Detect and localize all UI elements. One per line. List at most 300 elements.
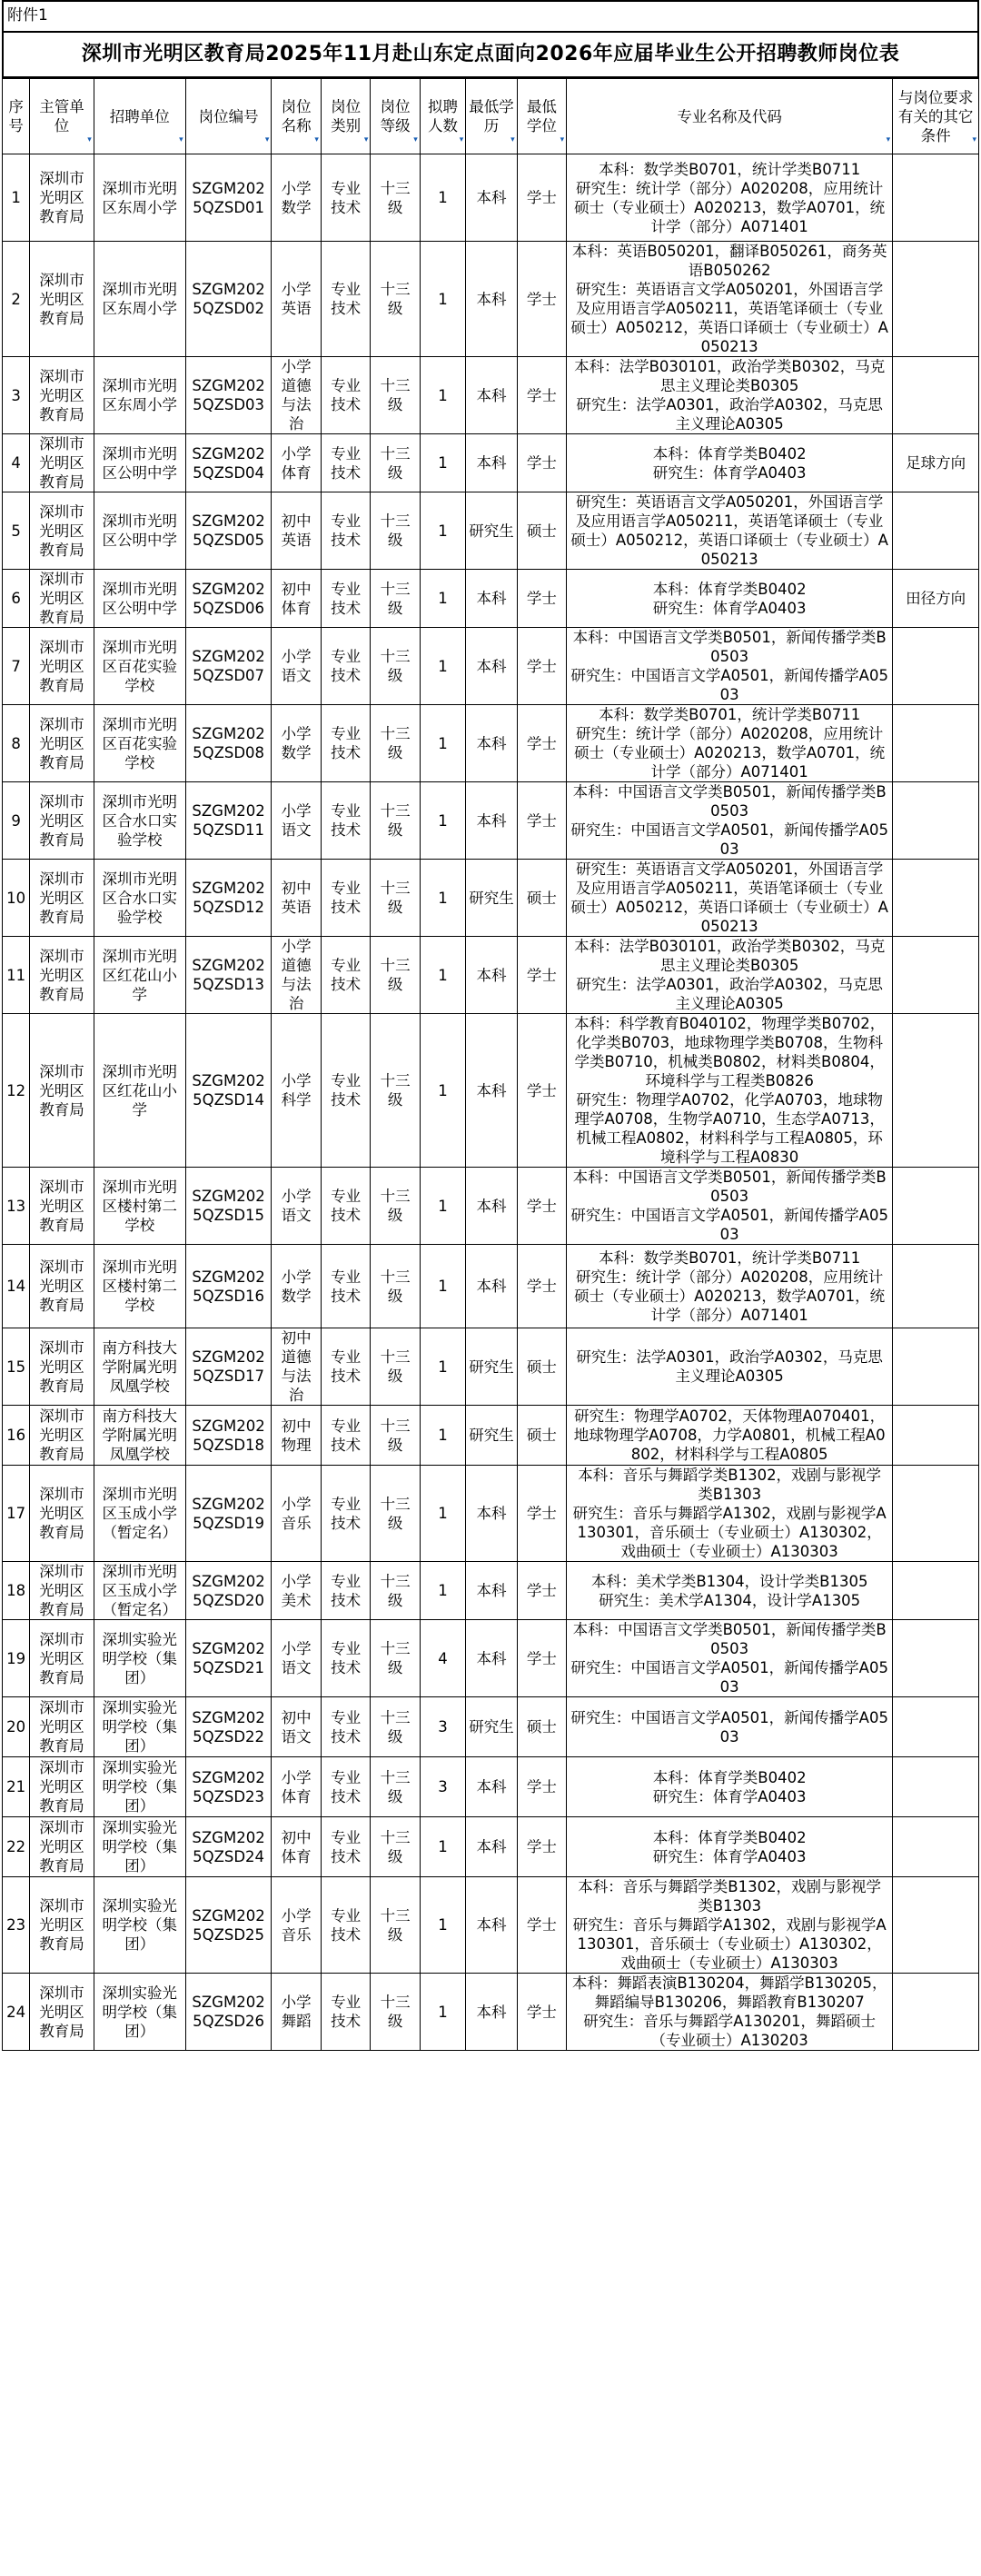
cell-min-education: 本科 bbox=[466, 628, 517, 705]
table-row bbox=[3, 937, 979, 1014]
header-other-conditions-label: 与岗位要求有关的其它条件 bbox=[897, 88, 974, 144]
cell-post-name: 初中道德与法治 bbox=[272, 1328, 321, 1406]
cell-major: 研究生：英语语言文学A050201，外国语言学及应用语言学A050211，英语笔译硕士（专业硕士）A050212，英语口译硕士（专业硕士）A050213 bbox=[567, 492, 893, 570]
cell-post-category: 专业技术 bbox=[321, 154, 370, 242]
cell-headcount: 1 bbox=[420, 1168, 465, 1245]
cell-post-code: SZGM2025QZSD08 bbox=[185, 705, 272, 782]
filter-dropdown-icon[interactable]: ▾ bbox=[314, 135, 319, 144]
header-seq[interactable] bbox=[3, 79, 30, 154]
cell-post-code: SZGM2025QZSD15 bbox=[185, 1168, 272, 1245]
cell-major: 研究生：英语语言文学A050201，外国语言学及应用语言学A050211，英语笔译硕士（专业硕士）A050212，英语口译硕士（专业硕士）A050213 bbox=[567, 860, 893, 937]
cell-supervisor: 深圳市光明区教育局 bbox=[30, 860, 94, 937]
cell-seq: 8 bbox=[3, 705, 30, 782]
cell-post-level: 十三级 bbox=[371, 782, 420, 860]
cell-min-education: 本科 bbox=[466, 570, 517, 628]
cell-min-education: 本科 bbox=[466, 1245, 517, 1328]
cell-seq: 24 bbox=[3, 1974, 30, 2051]
cell-seq: 22 bbox=[3, 1817, 30, 1877]
table-row bbox=[3, 1877, 979, 1974]
cell-employer: 深圳实验光明学校（集团） bbox=[94, 1877, 185, 1974]
cell-post-category: 专业技术 bbox=[321, 1245, 370, 1328]
attachment-label: 附件1 bbox=[2, 0, 979, 31]
cell-min-education: 本科 bbox=[466, 1466, 517, 1562]
cell-seq: 7 bbox=[3, 628, 30, 705]
cell-employer: 深圳实验光明学校（集团） bbox=[94, 1697, 185, 1757]
cell-post-name: 初中语文 bbox=[272, 1697, 321, 1757]
cell-post-level: 十三级 bbox=[371, 1168, 420, 1245]
cell-min-degree: 学士 bbox=[517, 782, 566, 860]
cell-min-education: 研究生 bbox=[466, 860, 517, 937]
cell-post-category: 专业技术 bbox=[321, 860, 370, 937]
cell-min-degree: 学士 bbox=[517, 357, 566, 434]
cell-post-name: 小学体育 bbox=[272, 1757, 321, 1817]
cell-post-level: 十三级 bbox=[371, 1245, 420, 1328]
cell-other-conditions: 足球方向 bbox=[893, 434, 979, 492]
cell-min-education: 本科 bbox=[466, 434, 517, 492]
cell-seq: 6 bbox=[3, 570, 30, 628]
cell-post-category: 专业技术 bbox=[321, 1328, 370, 1406]
filter-dropdown-icon[interactable]: ▾ bbox=[560, 135, 565, 144]
cell-major: 本科：美术学类B1304，设计学类B1305 研究生：美术学A1304，设计学A1305 bbox=[567, 1562, 893, 1620]
header-supervisor-label: 主管单位 bbox=[39, 98, 84, 134]
cell-post-name: 小学道德与法治 bbox=[272, 357, 321, 434]
cell-post-level: 十三级 bbox=[371, 1406, 420, 1466]
cell-major: 本科：中国语言文学类B0501，新闻传播学类B0503 研究生：中国语言文学A0501，新闻传播学A0503 bbox=[567, 628, 893, 705]
cell-employer: 深圳市光明区东周小学 bbox=[94, 357, 185, 434]
cell-headcount: 1 bbox=[420, 434, 465, 492]
cell-post-name: 小学数学 bbox=[272, 154, 321, 242]
cell-major: 本科：数学类B0701，统计学类B0711 研究生：统计学（部分）A020208，应用统计硕士（专业硕士）A020213，数学A0701，统计学（部分）A071401 bbox=[567, 1245, 893, 1328]
cell-supervisor: 深圳市光明区教育局 bbox=[30, 1697, 94, 1757]
cell-employer: 深圳市光明区楼村第二学校 bbox=[94, 1245, 185, 1328]
cell-post-level: 十三级 bbox=[371, 1328, 420, 1406]
cell-other-conditions bbox=[893, 1014, 979, 1168]
cell-employer: 深圳市光明区红花山小学 bbox=[94, 1014, 185, 1168]
cell-supervisor: 深圳市光明区教育局 bbox=[30, 242, 94, 357]
cell-min-degree: 学士 bbox=[517, 1014, 566, 1168]
cell-post-code: SZGM2025QZSD07 bbox=[185, 628, 272, 705]
cell-post-name: 小学音乐 bbox=[272, 1877, 321, 1974]
cell-employer: 南方科技大学附属光明凤凰学校 bbox=[94, 1328, 185, 1406]
cell-other-conditions bbox=[893, 937, 979, 1014]
cell-post-level: 十三级 bbox=[371, 1877, 420, 1974]
cell-employer: 深圳市光明区公明中学 bbox=[94, 434, 185, 492]
cell-post-code: SZGM2025QZSD12 bbox=[185, 860, 272, 937]
cell-employer: 深圳市光明区东周小学 bbox=[94, 242, 185, 357]
cell-major: 本科：数学类B0701，统计学类B0711 研究生：统计学（部分）A020208，应用统计硕士（专业硕士）A020213，数学A0701，统计学（部分）A071401 bbox=[567, 705, 893, 782]
cell-headcount: 1 bbox=[420, 860, 465, 937]
cell-other-conditions bbox=[893, 242, 979, 357]
table-row bbox=[3, 242, 979, 357]
cell-seq: 23 bbox=[3, 1877, 30, 1974]
cell-major: 本科：体育学类B0402 研究生：体育学A0403 bbox=[567, 434, 893, 492]
cell-post-code: SZGM2025QZSD16 bbox=[185, 1245, 272, 1328]
table-row bbox=[3, 1014, 979, 1168]
cell-headcount: 1 bbox=[420, 570, 465, 628]
cell-employer: 深圳市光明区玉成小学（暂定名） bbox=[94, 1466, 185, 1562]
cell-supervisor: 深圳市光明区教育局 bbox=[30, 492, 94, 570]
recruitment-table bbox=[2, 78, 979, 2051]
filter-dropdown-icon[interactable]: ▾ bbox=[264, 135, 270, 144]
cell-major: 本科：法学B030101，政治学类B0302，马克思主义理论类B0305 研究生：法学A0301，政治学A0302，马克思主义理论A0305 bbox=[567, 937, 893, 1014]
header-other-conditions[interactable] bbox=[893, 79, 979, 154]
cell-seq: 3 bbox=[3, 357, 30, 434]
cell-major: 本科：体育学类B0402 研究生：体育学A0403 bbox=[567, 1817, 893, 1877]
cell-min-education: 研究生 bbox=[466, 1697, 517, 1757]
cell-post-category: 专业技术 bbox=[321, 1620, 370, 1697]
cell-supervisor: 深圳市光明区教育局 bbox=[30, 1817, 94, 1877]
header-post-name[interactable] bbox=[272, 79, 321, 154]
cell-min-education: 研究生 bbox=[466, 492, 517, 570]
cell-other-conditions bbox=[893, 1757, 979, 1817]
cell-supervisor: 深圳市光明区教育局 bbox=[30, 1014, 94, 1168]
cell-post-category: 专业技术 bbox=[321, 1014, 370, 1168]
cell-major: 本科：体育学类B0402 研究生：体育学A0403 bbox=[567, 1757, 893, 1817]
cell-headcount: 4 bbox=[420, 1620, 465, 1697]
cell-min-education: 本科 bbox=[466, 1168, 517, 1245]
cell-other-conditions bbox=[893, 628, 979, 705]
cell-min-degree: 学士 bbox=[517, 1620, 566, 1697]
cell-post-category: 专业技术 bbox=[321, 1974, 370, 2051]
cell-seq: 2 bbox=[3, 242, 30, 357]
header-post-code-label: 岗位编号 bbox=[198, 107, 259, 125]
cell-post-category: 专业技术 bbox=[321, 434, 370, 492]
table-title: 深圳市光明区教育局2025年11月赴山东定点面向2026年应届毕业生公开招聘教师岗位表 bbox=[2, 31, 979, 78]
cell-other-conditions bbox=[893, 1974, 979, 2051]
cell-post-code: SZGM2025QZSD18 bbox=[185, 1406, 272, 1466]
cell-headcount: 1 bbox=[420, 1406, 465, 1466]
cell-min-education: 本科 bbox=[466, 357, 517, 434]
cell-seq: 12 bbox=[3, 1014, 30, 1168]
cell-post-category: 专业技术 bbox=[321, 242, 370, 357]
cell-major: 本科：体育学类B0402 研究生：体育学A0403 bbox=[567, 570, 893, 628]
cell-post-name: 小学数学 bbox=[272, 1245, 321, 1328]
cell-supervisor: 深圳市光明区教育局 bbox=[30, 1466, 94, 1562]
cell-supervisor: 深圳市光明区教育局 bbox=[30, 434, 94, 492]
filter-dropdown-icon[interactable]: ▾ bbox=[87, 135, 92, 144]
cell-employer: 深圳市光明区东周小学 bbox=[94, 154, 185, 242]
cell-headcount: 1 bbox=[420, 1466, 465, 1562]
cell-supervisor: 深圳市光明区教育局 bbox=[30, 1328, 94, 1406]
table-row bbox=[3, 1245, 979, 1328]
cell-min-degree: 学士 bbox=[517, 154, 566, 242]
table-row bbox=[3, 860, 979, 937]
header-headcount[interactable] bbox=[420, 79, 465, 154]
header-headcount-label: 拟聘人数 bbox=[428, 98, 459, 134]
cell-post-code: SZGM2025QZSD13 bbox=[185, 937, 272, 1014]
cell-post-code: SZGM2025QZSD06 bbox=[185, 570, 272, 628]
cell-post-name: 初中英语 bbox=[272, 492, 321, 570]
table-row bbox=[3, 357, 979, 434]
cell-post-name: 小学美术 bbox=[272, 1562, 321, 1620]
filter-dropdown-icon[interactable]: ▾ bbox=[363, 135, 369, 144]
cell-post-name: 小学语文 bbox=[272, 628, 321, 705]
table-row bbox=[3, 1697, 979, 1757]
cell-employer: 深圳市光明区公明中学 bbox=[94, 492, 185, 570]
cell-post-category: 专业技术 bbox=[321, 937, 370, 1014]
cell-post-level: 十三级 bbox=[371, 1817, 420, 1877]
cell-supervisor: 深圳市光明区教育局 bbox=[30, 628, 94, 705]
cell-post-code: SZGM2025QZSD05 bbox=[185, 492, 272, 570]
cell-seq: 15 bbox=[3, 1328, 30, 1406]
cell-min-education: 研究生 bbox=[466, 1328, 517, 1406]
header-min-education[interactable] bbox=[466, 79, 517, 154]
cell-min-degree: 硕士 bbox=[517, 1697, 566, 1757]
header-min-degree-label: 最低学位 bbox=[526, 98, 557, 134]
table-row bbox=[3, 1168, 979, 1245]
cell-major: 研究生：法学A0301，政治学A0302，马克思主义理论A0305 bbox=[567, 1328, 893, 1406]
cell-post-name: 小学语文 bbox=[272, 1168, 321, 1245]
table-row bbox=[3, 154, 979, 242]
cell-post-category: 专业技术 bbox=[321, 782, 370, 860]
cell-post-code: SZGM2025QZSD01 bbox=[185, 154, 272, 242]
cell-supervisor: 深圳市光明区教育局 bbox=[30, 1757, 94, 1817]
cell-min-degree: 学士 bbox=[517, 1466, 566, 1562]
cell-post-name: 小学音乐 bbox=[272, 1466, 321, 1562]
cell-post-code: SZGM2025QZSD24 bbox=[185, 1817, 272, 1877]
cell-min-degree: 硕士 bbox=[517, 860, 566, 937]
cell-seq: 1 bbox=[3, 154, 30, 242]
cell-other-conditions bbox=[893, 1245, 979, 1328]
cell-min-education: 本科 bbox=[466, 705, 517, 782]
cell-other-conditions bbox=[893, 1466, 979, 1562]
header-major[interactable] bbox=[567, 79, 893, 154]
cell-min-education: 本科 bbox=[466, 1757, 517, 1817]
cell-other-conditions bbox=[893, 782, 979, 860]
cell-employer: 南方科技大学附属光明凤凰学校 bbox=[94, 1406, 185, 1466]
cell-post-category: 专业技术 bbox=[321, 1168, 370, 1245]
cell-supervisor: 深圳市光明区教育局 bbox=[30, 1562, 94, 1620]
cell-other-conditions bbox=[893, 1328, 979, 1406]
cell-headcount: 3 bbox=[420, 1757, 465, 1817]
header-post-category[interactable] bbox=[321, 79, 370, 154]
cell-post-level: 十三级 bbox=[371, 1697, 420, 1757]
cell-headcount: 1 bbox=[420, 705, 465, 782]
cell-major: 本科：法学B030101，政治学类B0302，马克思主义理论类B0305 研究生：法学A0301，政治学A0302，马克思主义理论A0305 bbox=[567, 357, 893, 434]
cell-post-name: 小学语文 bbox=[272, 782, 321, 860]
cell-min-degree: 硕士 bbox=[517, 1328, 566, 1406]
cell-post-level: 十三级 bbox=[371, 434, 420, 492]
cell-post-name: 小学科学 bbox=[272, 1014, 321, 1168]
cell-seq: 10 bbox=[3, 860, 30, 937]
cell-other-conditions bbox=[893, 1406, 979, 1466]
cell-post-name: 小学语文 bbox=[272, 1620, 321, 1697]
cell-seq: 17 bbox=[3, 1466, 30, 1562]
cell-major: 本科：科学教育B040102，物理学类B0702，化学类B0703，地球物理学类B0708，生物科学类B0710，机械类B0802，材料类B0804，环境科学与工程类B0826 研究生：物理学A0702，化学A0703，地球物理学A0708，生物学A0710，生态学A0713，机械工程A0802，材料科学与工程A0805，环境科学与工程A0830 bbox=[567, 1014, 893, 1168]
cell-employer: 深圳市光明区公明中学 bbox=[94, 570, 185, 628]
cell-post-name: 初中英语 bbox=[272, 860, 321, 937]
cell-other-conditions bbox=[893, 1562, 979, 1620]
header-major-label: 专业名称及代码 bbox=[677, 107, 782, 125]
table-row bbox=[3, 570, 979, 628]
cell-min-degree: 学士 bbox=[517, 1974, 566, 2051]
filter-dropdown-icon[interactable]: ▾ bbox=[459, 135, 464, 144]
cell-min-degree: 学士 bbox=[517, 1562, 566, 1620]
header-employer-label: 招聘单位 bbox=[109, 107, 170, 125]
cell-min-degree: 学士 bbox=[517, 1877, 566, 1974]
header-post-code[interactable] bbox=[185, 79, 272, 154]
cell-employer: 深圳市光明区玉成小学（暂定名） bbox=[94, 1562, 185, 1620]
cell-other-conditions bbox=[893, 1620, 979, 1697]
cell-min-degree: 硕士 bbox=[517, 1406, 566, 1466]
cell-other-conditions bbox=[893, 860, 979, 937]
cell-major: 本科：音乐与舞蹈学类B1302，戏剧与影视学类B1303 研究生：音乐与舞蹈学A1302，戏剧与影视学A130301，音乐硕士（专业硕士）A130302，戏曲硕士（专业硕士）A130303 bbox=[567, 1466, 893, 1562]
cell-post-code: SZGM2025QZSD17 bbox=[185, 1328, 272, 1406]
cell-post-code: SZGM2025QZSD19 bbox=[185, 1466, 272, 1562]
table-row bbox=[3, 1406, 979, 1466]
table-row bbox=[3, 1466, 979, 1562]
cell-headcount: 1 bbox=[420, 1562, 465, 1620]
cell-post-category: 专业技术 bbox=[321, 357, 370, 434]
cell-supervisor: 深圳市光明区教育局 bbox=[30, 937, 94, 1014]
cell-post-name: 小学舞蹈 bbox=[272, 1974, 321, 2051]
table-row bbox=[3, 1817, 979, 1877]
cell-min-education: 本科 bbox=[466, 1562, 517, 1620]
cell-supervisor: 深圳市光明区教育局 bbox=[30, 357, 94, 434]
cell-employer: 深圳市光明区合水口实验学校 bbox=[94, 860, 185, 937]
header-seq-label: 序号 bbox=[8, 98, 24, 134]
cell-supervisor: 深圳市光明区教育局 bbox=[30, 705, 94, 782]
cell-post-level: 十三级 bbox=[371, 1014, 420, 1168]
cell-headcount: 1 bbox=[420, 1245, 465, 1328]
cell-post-name: 初中体育 bbox=[272, 1817, 321, 1877]
cell-employer: 深圳市光明区合水口实验学校 bbox=[94, 782, 185, 860]
cell-seq: 11 bbox=[3, 937, 30, 1014]
cell-post-level: 十三级 bbox=[371, 705, 420, 782]
cell-min-education: 本科 bbox=[466, 1974, 517, 2051]
cell-major: 研究生：物理学A0702，天体物理A070401，地球物理学A0708，力学A0801，机械工程A0802，材料科学与工程A0805 bbox=[567, 1406, 893, 1466]
cell-min-degree: 学士 bbox=[517, 434, 566, 492]
cell-post-category: 专业技术 bbox=[321, 570, 370, 628]
cell-seq: 21 bbox=[3, 1757, 30, 1817]
cell-supervisor: 深圳市光明区教育局 bbox=[30, 570, 94, 628]
cell-headcount: 1 bbox=[420, 937, 465, 1014]
cell-post-code: SZGM2025QZSD26 bbox=[185, 1974, 272, 2051]
header-min-degree[interactable] bbox=[517, 79, 566, 154]
cell-post-name: 小学数学 bbox=[272, 705, 321, 782]
cell-major: 本科：中国语言文学类B0501，新闻传播学类B0503 研究生：中国语言文学A0501，新闻传播学A0503 bbox=[567, 782, 893, 860]
cell-post-code: SZGM2025QZSD03 bbox=[185, 357, 272, 434]
table-row bbox=[3, 1562, 979, 1620]
cell-post-code: SZGM2025QZSD22 bbox=[185, 1697, 272, 1757]
cell-min-degree: 学士 bbox=[517, 628, 566, 705]
filter-dropdown-icon[interactable]: ▾ bbox=[179, 135, 183, 144]
table-row bbox=[3, 705, 979, 782]
cell-post-level: 十三级 bbox=[371, 492, 420, 570]
cell-headcount: 1 bbox=[420, 242, 465, 357]
header-employer[interactable] bbox=[94, 79, 185, 154]
cell-seq: 19 bbox=[3, 1620, 30, 1697]
cell-headcount: 1 bbox=[420, 1877, 465, 1974]
cell-min-education: 本科 bbox=[466, 937, 517, 1014]
cell-seq: 20 bbox=[3, 1697, 30, 1757]
cell-supervisor: 深圳市光明区教育局 bbox=[30, 1620, 94, 1697]
cell-min-degree: 学士 bbox=[517, 1817, 566, 1877]
cell-min-education: 本科 bbox=[466, 1817, 517, 1877]
cell-employer: 深圳市光明区楼村第二学校 bbox=[94, 1168, 185, 1245]
cell-employer: 深圳实验光明学校（集团） bbox=[94, 1817, 185, 1877]
cell-post-category: 专业技术 bbox=[321, 1406, 370, 1466]
cell-post-level: 十三级 bbox=[371, 1466, 420, 1562]
header-row bbox=[3, 79, 979, 154]
cell-post-code: SZGM2025QZSD20 bbox=[185, 1562, 272, 1620]
filter-dropdown-icon[interactable]: ▾ bbox=[413, 135, 418, 144]
cell-post-name: 初中物理 bbox=[272, 1406, 321, 1466]
cell-post-name: 小学英语 bbox=[272, 242, 321, 357]
header-post-level-label: 岗位等级 bbox=[380, 98, 411, 134]
cell-other-conditions bbox=[893, 357, 979, 434]
table-row bbox=[3, 1974, 979, 2051]
cell-min-education: 研究生 bbox=[466, 1406, 517, 1466]
cell-post-level: 十三级 bbox=[371, 860, 420, 937]
cell-min-education: 本科 bbox=[466, 242, 517, 357]
cell-headcount: 1 bbox=[420, 1817, 465, 1877]
cell-min-degree: 学士 bbox=[517, 705, 566, 782]
cell-post-category: 专业技术 bbox=[321, 1466, 370, 1562]
cell-other-conditions bbox=[893, 705, 979, 782]
cell-post-name: 小学道德与法治 bbox=[272, 937, 321, 1014]
cell-other-conditions bbox=[893, 154, 979, 242]
cell-supervisor: 深圳市光明区教育局 bbox=[30, 1406, 94, 1466]
header-post-level[interactable] bbox=[371, 79, 420, 154]
table-row bbox=[3, 628, 979, 705]
cell-post-level: 十三级 bbox=[371, 1974, 420, 2051]
cell-supervisor: 深圳市光明区教育局 bbox=[30, 1168, 94, 1245]
filter-dropdown-icon[interactable]: ▾ bbox=[510, 135, 515, 144]
table-row bbox=[3, 782, 979, 860]
cell-seq: 18 bbox=[3, 1562, 30, 1620]
cell-employer: 深圳市光明区红花山小学 bbox=[94, 937, 185, 1014]
header-post-name-label: 岗位名称 bbox=[281, 98, 312, 134]
cell-seq: 4 bbox=[3, 434, 30, 492]
cell-post-level: 十三级 bbox=[371, 357, 420, 434]
cell-major: 本科：中国语言文学类B0501，新闻传播学类B0503 研究生：中国语言文学A0501，新闻传播学A0503 bbox=[567, 1168, 893, 1245]
cell-post-level: 十三级 bbox=[371, 1562, 420, 1620]
cell-major: 本科：音乐与舞蹈学类B1302，戏剧与影视学类B1303 研究生：音乐与舞蹈学A1302，戏剧与影视学A130301，音乐硕士（专业硕士）A130302，戏曲硕士（专业硕士）A130303 bbox=[567, 1877, 893, 1974]
cell-seq: 9 bbox=[3, 782, 30, 860]
cell-major: 本科：数学类B0701，统计学类B0711 研究生：统计学（部分）A020208，应用统计硕士（专业硕士）A020213，数学A0701，统计学（部分）A071401 bbox=[567, 154, 893, 242]
cell-seq: 14 bbox=[3, 1245, 30, 1328]
cell-min-education: 本科 bbox=[466, 1014, 517, 1168]
cell-post-code: SZGM2025QZSD04 bbox=[185, 434, 272, 492]
cell-min-education: 本科 bbox=[466, 1620, 517, 1697]
cell-post-category: 专业技术 bbox=[321, 492, 370, 570]
table-row bbox=[3, 434, 979, 492]
cell-employer: 深圳实验光明学校（集团） bbox=[94, 1974, 185, 2051]
cell-post-category: 专业技术 bbox=[321, 1877, 370, 1974]
cell-major: 本科：中国语言文学类B0501，新闻传播学类B0503 研究生：中国语言文学A0501，新闻传播学A0503 bbox=[567, 1620, 893, 1697]
cell-supervisor: 深圳市光明区教育局 bbox=[30, 782, 94, 860]
cell-seq: 13 bbox=[3, 1168, 30, 1245]
table-row bbox=[3, 492, 979, 570]
cell-post-category: 专业技术 bbox=[321, 705, 370, 782]
cell-headcount: 1 bbox=[420, 492, 465, 570]
cell-supervisor: 深圳市光明区教育局 bbox=[30, 154, 94, 242]
cell-headcount: 1 bbox=[420, 154, 465, 242]
header-supervisor[interactable] bbox=[30, 79, 94, 154]
cell-seq: 16 bbox=[3, 1406, 30, 1466]
cell-post-code: SZGM2025QZSD14 bbox=[185, 1014, 272, 1168]
cell-post-level: 十三级 bbox=[371, 628, 420, 705]
cell-post-category: 专业技术 bbox=[321, 1697, 370, 1757]
cell-employer: 深圳实验光明学校（集团） bbox=[94, 1620, 185, 1697]
cell-min-degree: 学士 bbox=[517, 937, 566, 1014]
cell-min-degree: 硕士 bbox=[517, 492, 566, 570]
cell-major: 本科：舞蹈表演B130204，舞蹈学B130205，舞蹈编导B130206，舞蹈教育B130207 研究生：音乐与舞蹈学A130201，舞蹈硕士（专业硕士）A130203 bbox=[567, 1974, 893, 2051]
filter-dropdown-icon[interactable]: ▾ bbox=[886, 135, 891, 144]
filter-dropdown-icon[interactable]: ▾ bbox=[972, 135, 976, 144]
cell-min-degree: 学士 bbox=[517, 1757, 566, 1817]
